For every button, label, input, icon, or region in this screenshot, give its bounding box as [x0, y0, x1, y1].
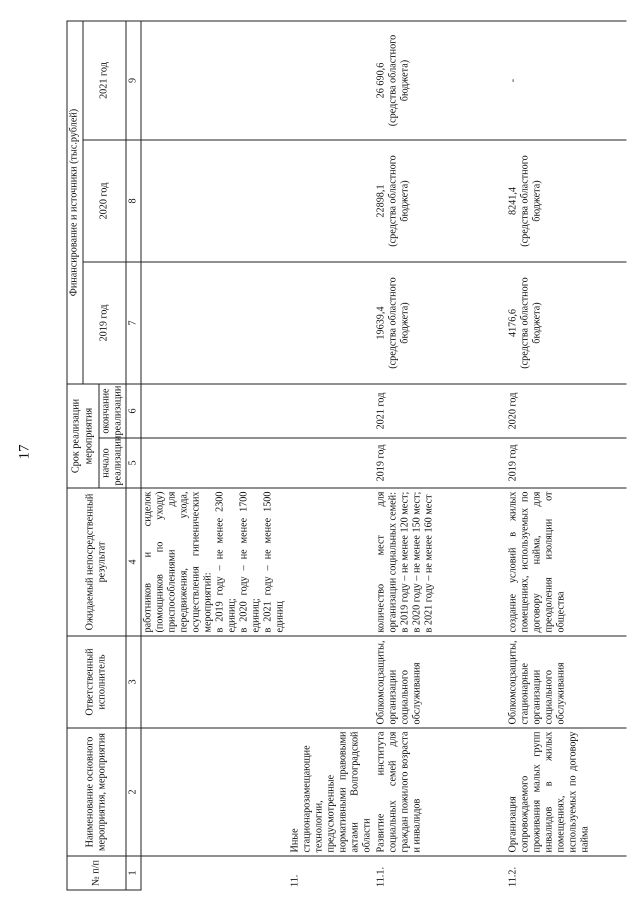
- header-index-row: [126, 21, 141, 890]
- row-fin-2020: [288, 140, 374, 262]
- row-fin-2019: 19639,4 (средства областного бюджета): [374, 262, 506, 384]
- row-num: [141, 856, 288, 890]
- row-num: 11.2.: [506, 856, 626, 890]
- row-num: 11.: [288, 856, 374, 890]
- row-fin-2021: -: [506, 21, 626, 140]
- header-result: Ожидаемый непосредственный результат: [67, 488, 126, 636]
- table-row: [141, 21, 288, 890]
- row-fin-2019: [141, 262, 288, 384]
- row-exec: Облкомсоцзащиты, стационарные организации социального обслуживания: [506, 636, 626, 728]
- header-index: 1: [126, 856, 141, 890]
- row-result: работников и сиделок (помощников по уходу) приспособлениями для передвижения, ухода, осуществления гигиенических мероприятий: в 2019 году – не менее 2300 единиц; в 2020 году – не менее 1700 единиц; в 2021 году – не менее 1500 единиц: [141, 488, 288, 636]
- header-index: 5: [126, 438, 141, 488]
- header-index: 7: [126, 262, 141, 384]
- row-fin-2021: [141, 21, 288, 140]
- header-2020: 2020 год: [83, 140, 126, 262]
- row-name: Развитие института социальных семей для граждан пожилого возраста и инвалидов: [374, 728, 506, 856]
- header-term: Срок реализации мероприятия: [67, 384, 99, 488]
- row-name: [141, 728, 288, 856]
- rotated-page: [1, 0, 640, 905]
- header-index: 9: [126, 21, 141, 140]
- row-end: [288, 384, 374, 438]
- row-fin-2020: [141, 140, 288, 262]
- row-fin-2020: 8241,4 (средства областного бюджета): [506, 140, 626, 262]
- header-index: 6: [126, 384, 141, 438]
- row-result: создание условий в жилых помещениях, используемых по договору найма, для преодоления изоляции от общества: [506, 488, 626, 636]
- row-fin-2021: 26 690,6 (средства областного бюджета): [374, 21, 506, 140]
- header-2021: 2021 год: [83, 21, 126, 140]
- row-end: 2020 год: [506, 384, 626, 438]
- header-index: 3: [126, 636, 141, 728]
- page-number: 17: [16, 444, 33, 460]
- row-name: Организация сопровождаемого проживания малых групп инвалидов в жилых помещениях, используемых по договору найма: [506, 728, 626, 856]
- row-exec: [288, 636, 374, 728]
- header-index: 4: [126, 488, 141, 636]
- table-row: [288, 21, 374, 890]
- header-num: № п/п: [67, 856, 126, 890]
- row-end: 2021 год: [374, 384, 506, 438]
- row-result: [288, 488, 374, 636]
- header-2019: 2019 год: [83, 262, 126, 384]
- row-fin-2020: 22898,1 (средства областного бюджета): [374, 140, 506, 262]
- header-index: 8: [126, 140, 141, 262]
- row-fin-2019: [288, 262, 374, 384]
- row-fin-2019: 4176,6 (средства областного бюджета): [506, 262, 626, 384]
- row-fin-2021: [288, 21, 374, 140]
- row-exec: [141, 636, 288, 728]
- row-result: количество мест для организации социальных семей: в 2019 году – не менее 120 мест; в 2020 году – не менее 150 мест; в 2021 году – не менее 160 мест: [374, 488, 506, 636]
- row-start: [288, 438, 374, 488]
- row-start: 2019 год: [506, 438, 626, 488]
- header-start: начало реализации: [99, 438, 126, 488]
- header-index: 2: [126, 728, 141, 856]
- row-exec: Облкомсоцзащиты, организации социального обслуживания: [374, 636, 506, 728]
- program-table: [67, 21, 627, 891]
- header-exec: Ответственный исполнитель: [67, 636, 126, 728]
- table-row: [374, 21, 506, 890]
- table-row: [506, 21, 626, 890]
- header-end: окончание реализации: [99, 384, 126, 438]
- row-name: Иные стационарозамещающие технологии, предусмотренные нормативными правовыми актами Волгоградской области: [288, 728, 374, 856]
- table-header: [67, 21, 141, 890]
- header-fin: Финансирование и источники (тыс.рублей): [67, 21, 83, 384]
- row-start: 2019 год: [374, 438, 506, 488]
- row-num: 11.1.: [374, 856, 506, 890]
- row-start: [141, 438, 288, 488]
- header-name: Наименование основного мероприятия, мероприятия: [67, 728, 126, 856]
- row-end: [141, 384, 288, 438]
